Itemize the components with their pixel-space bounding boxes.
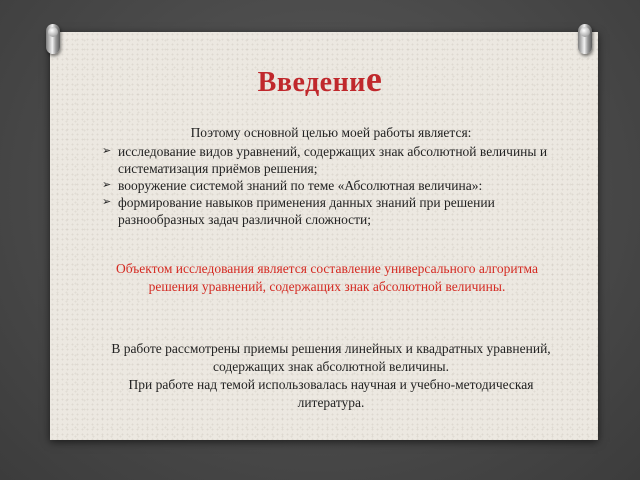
pushpin-right-icon [578,24,592,54]
arrow-bullet-icon: ➢ [102,145,112,157]
goal-text: исследование видов уравнений, содержащих знак абсолютной величины и систематизация приёмов решения; [118,144,548,176]
research-object-text: Объектом исследования является составление универсального алгоритма решения уравнений, содержащих знак абсолютной величины. [115,261,539,294]
list-item [100,194,562,228]
work-literature-text: При работе над темой использовалась научная и учебно-методическая литература. [128,377,534,410]
goal-text: вооружение системой знаний по теме «Абсолютная величина»: [118,178,483,193]
slide-title [0,58,640,100]
goals-section [100,124,562,228]
list-item [100,177,562,194]
list-item [100,143,562,177]
work-description [96,340,566,412]
pushpin-left-icon [46,24,60,54]
arrow-bullet-icon: ➢ [102,179,112,191]
work-methods-text: В работе рассмотрены приемы решения линейных и квадратных уравнений, содержащих знак абсолютной величины. [111,341,551,374]
slide-title-main: Введени [257,67,366,98]
slide-title-last-letter: е [365,59,383,99]
goals-list [100,143,562,228]
arrow-bullet-icon: ➢ [102,196,112,208]
goals-intro: Поэтому основной целью моей работы является: [190,125,472,140]
goal-text: формирование навыков применения данных знаний при решении разнообразных задач различной сложности; [118,195,495,227]
